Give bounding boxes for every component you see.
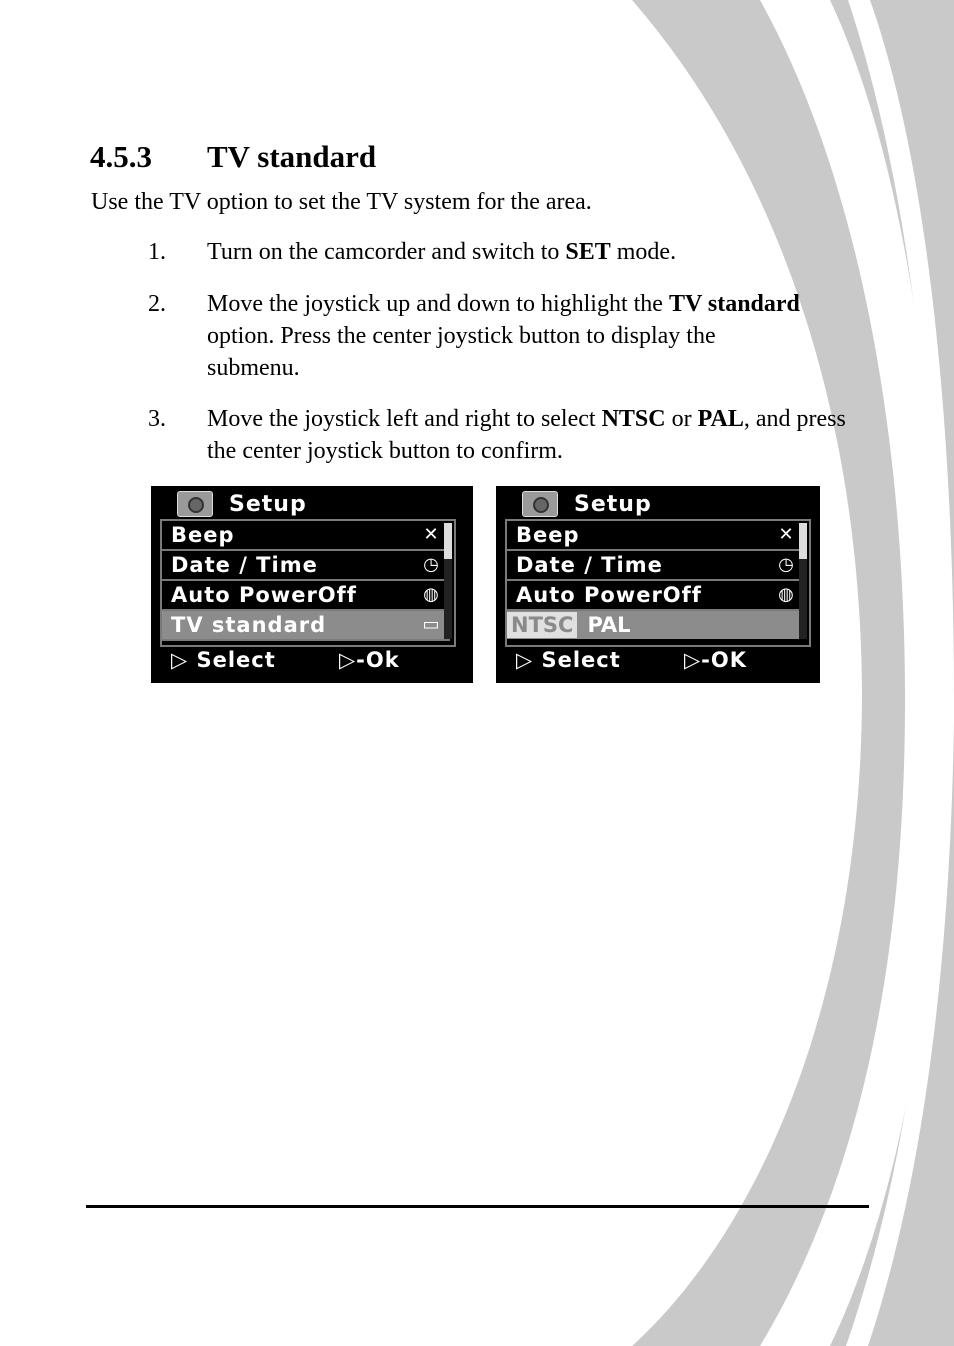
menu-item-date-time[interactable] (507, 551, 805, 581)
step-number: 1. (148, 239, 166, 265)
step-text: Move the joystick left and right to select NTSC or PAL, and press the center joystick button to confirm. (207, 406, 846, 464)
joystick-ok-icon: ▷- (684, 648, 711, 672)
step-text: Turn on the camcorder and switch to SET mode. (207, 239, 677, 265)
section-number: 4.5.3 (90, 139, 152, 174)
camera-settings-icon (177, 491, 213, 517)
clock-icon: ◷ (778, 554, 794, 575)
footer-ok-label: OK (710, 648, 747, 672)
joystick-select-icon: ▷ (171, 648, 189, 672)
beep-off-icon: ✕ (423, 524, 439, 545)
screen-title: Setup (574, 491, 652, 517)
scroll-thumb[interactable] (799, 523, 807, 559)
option-pal[interactable]: PAL (587, 613, 631, 637)
menu-item-label: Auto PowerOff (516, 583, 702, 607)
joystick-select-icon: ▷ (516, 648, 534, 672)
clock-icon: ◷ (423, 554, 439, 575)
menu-item-auto-poweroff[interactable] (507, 581, 805, 611)
auto-poweroff-icon: ◍ (423, 584, 439, 605)
option-ntsc[interactable]: NTSC (507, 612, 577, 638)
screen-footer (516, 648, 747, 672)
step-number: 3. (148, 406, 166, 432)
menu-item-beep[interactable] (507, 521, 805, 551)
menu-item-label: TV standard (171, 613, 327, 637)
menu-item-tv-standard[interactable] (162, 611, 450, 641)
scrollbar[interactable] (799, 523, 807, 639)
tv-standard-options (507, 611, 805, 639)
intro-text: Use the TV option to set the TV system for the area. (91, 189, 592, 215)
footer-rule (86, 1205, 869, 1208)
menu-item-label: Beep (171, 523, 235, 547)
screen-footer (171, 648, 400, 672)
menu-item-beep[interactable] (162, 521, 450, 551)
footer-ok-label: Ok (365, 648, 400, 672)
beep-off-icon: ✕ (778, 524, 794, 545)
menu-item-label: Date / Time (516, 553, 663, 577)
menu-item-auto-poweroff[interactable] (162, 581, 450, 611)
footer-select-label: Select (196, 648, 276, 672)
scroll-thumb[interactable] (444, 523, 452, 559)
step-number: 2. (148, 291, 166, 317)
camera-settings-icon (522, 491, 558, 517)
screen-header (177, 490, 307, 518)
section-title: TV standard (207, 139, 377, 174)
footer-select-label: Select (541, 648, 621, 672)
tv-icon: ▭ (422, 614, 440, 635)
screen-title: Setup (229, 491, 307, 517)
menu-item-date-time[interactable] (162, 551, 450, 581)
setup-screen-menu (151, 486, 473, 683)
setup-screen-submenu (496, 486, 820, 683)
setup-menu (505, 519, 811, 647)
scrollbar[interactable] (444, 523, 452, 639)
step-text: Move the joystick up and down to highlight the TV standard option. Press the center joystick button to display the submenu. (207, 291, 800, 381)
menu-item-label: Auto PowerOff (171, 583, 357, 607)
auto-poweroff-icon: ◍ (778, 584, 794, 605)
menu-item-label: Beep (516, 523, 580, 547)
screen-header (522, 490, 652, 518)
setup-menu (160, 519, 456, 647)
joystick-ok-icon: ▷- (339, 648, 366, 672)
menu-item-label: Date / Time (171, 553, 318, 577)
